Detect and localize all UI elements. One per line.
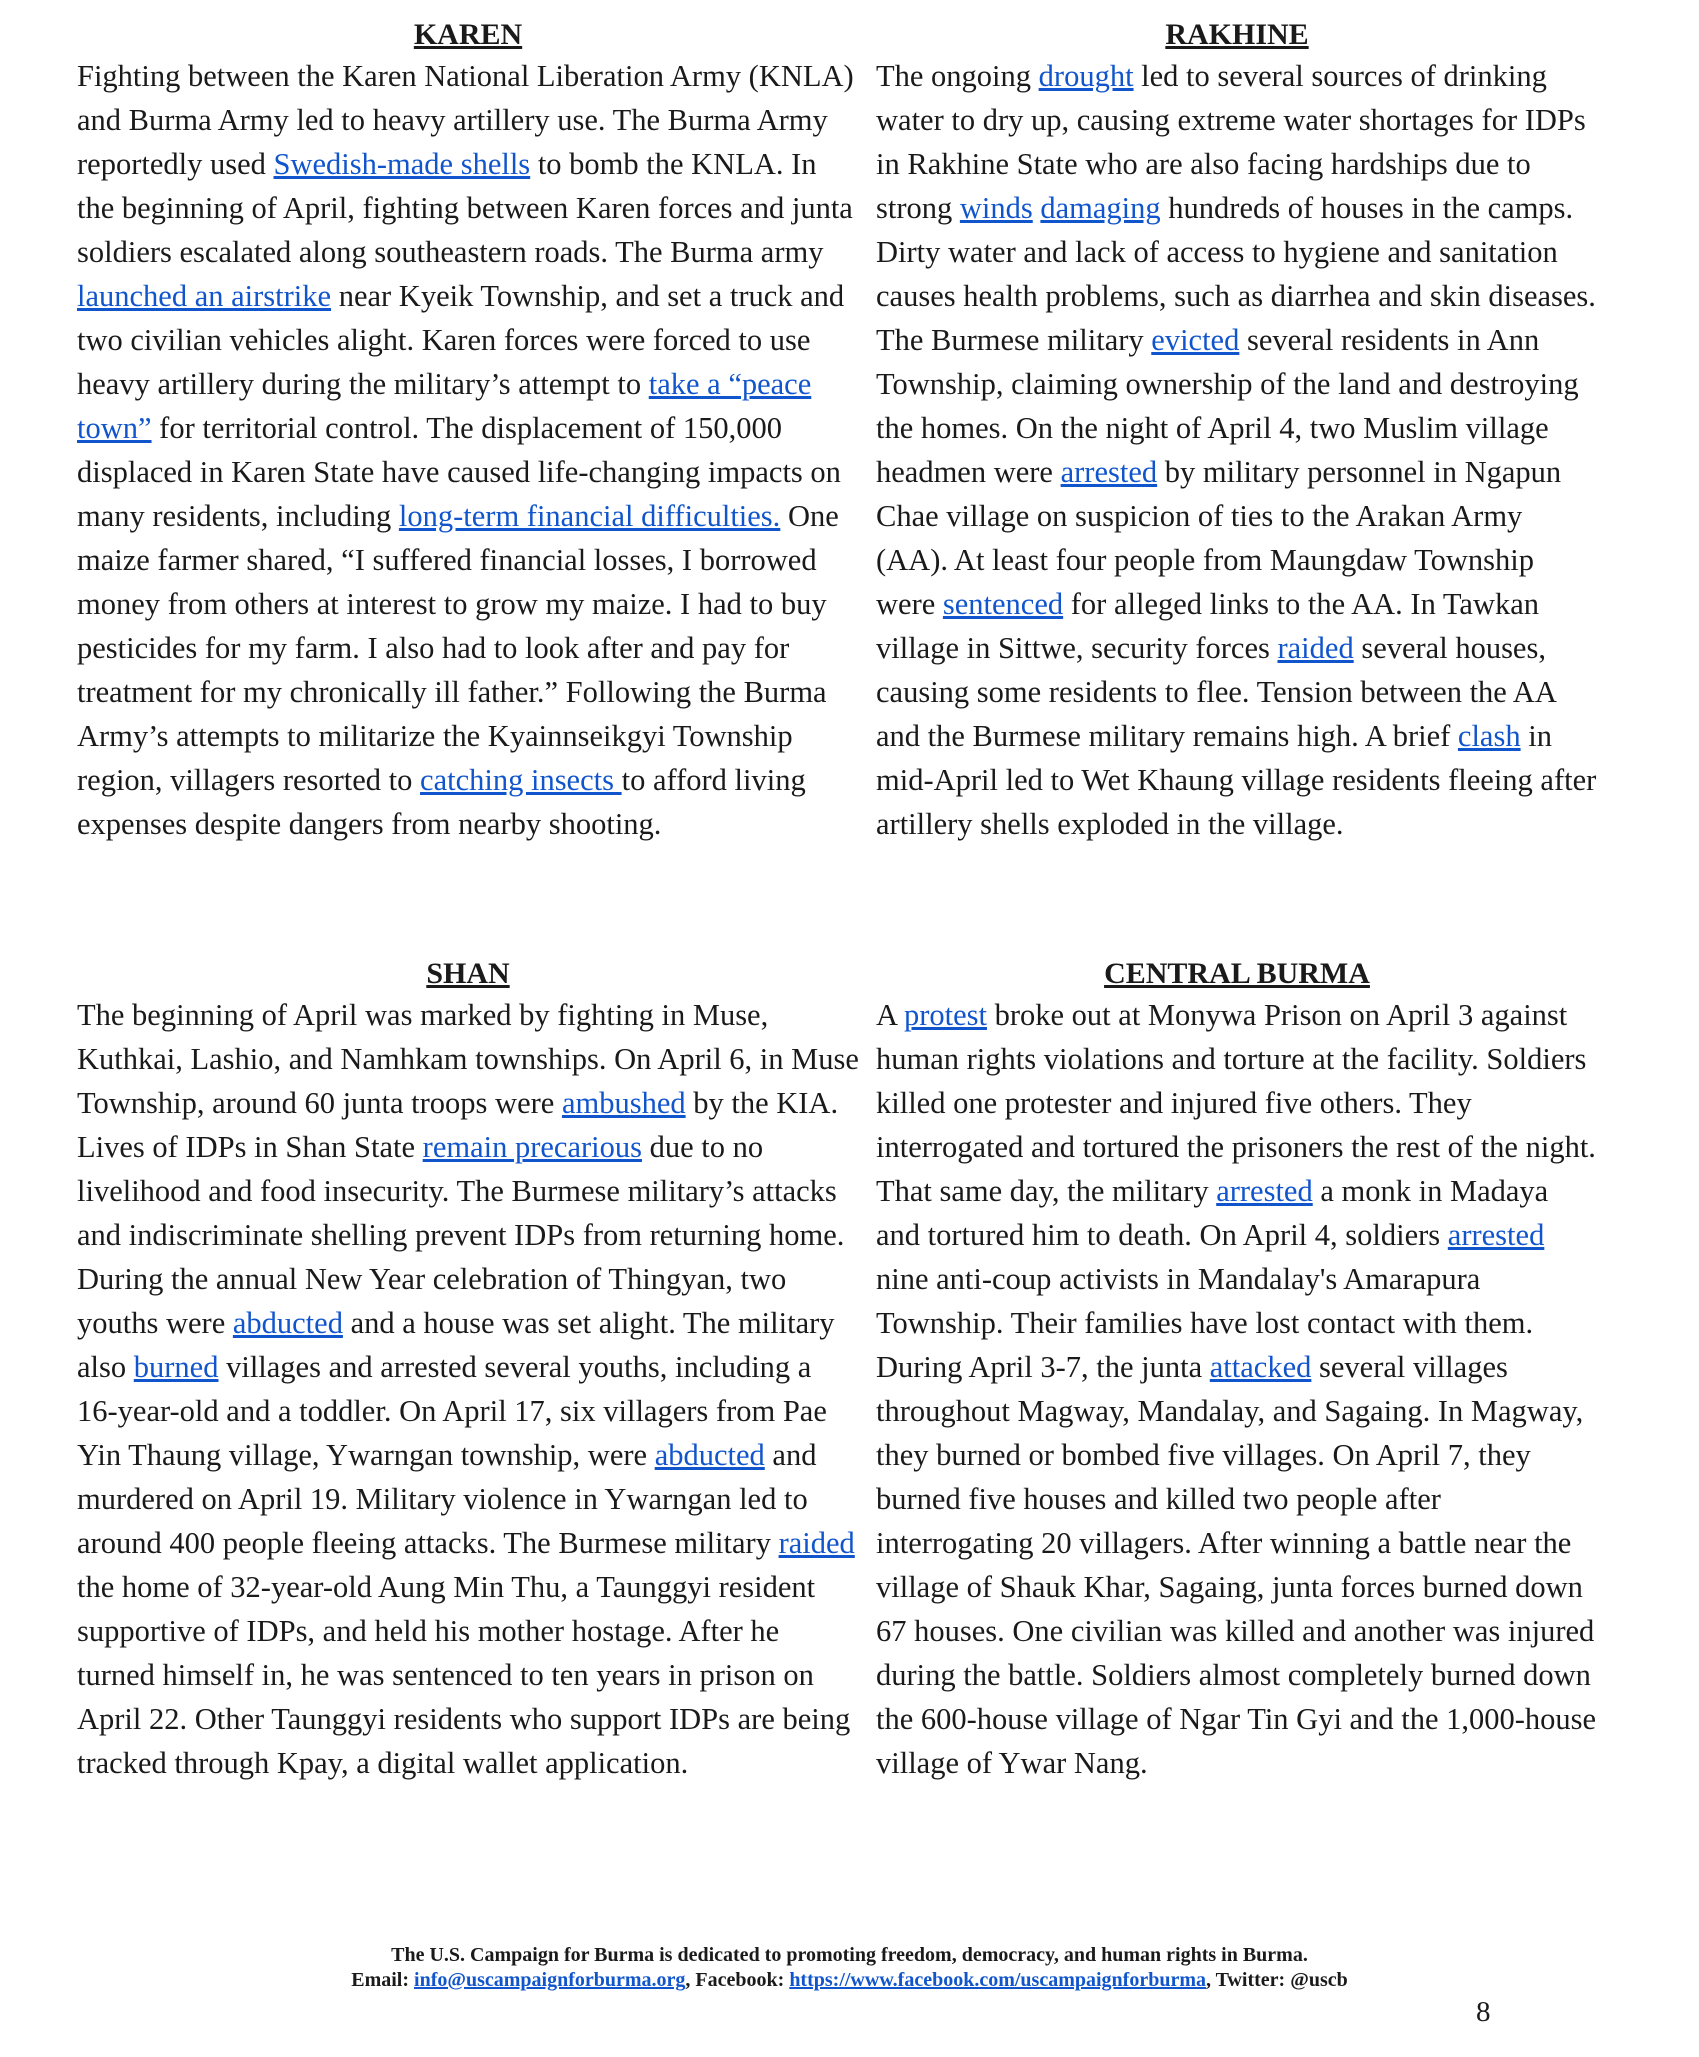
body-text-run: to bomb the KNLA. In the beginning of April, fighting between Karen forces and junta soldiers escalated along southeastern roads. The Burma army (77, 147, 853, 269)
body-text-run: led to several sources of drinking water to dry up, causing extreme water shortages for IDPs in Rakhine State who are also facing hardships due to strong (876, 59, 1586, 225)
inline-link[interactable]: evicted (1151, 323, 1240, 357)
inline-link[interactable]: raided (1277, 631, 1354, 665)
body-text-run: broke out at Monywa Prison on April 3 against human rights violations and torture at the facility. Soldiers killed one protester and injured five others. They interrogated and tortured the prisoners the rest of the night. That same day, the military (876, 998, 1596, 1208)
footer-facebook-link[interactable]: https://www.facebook.com/uscampaignforburma (789, 1969, 1206, 1991)
footer-email-label: Email: (351, 1969, 415, 1991)
karen-section (77, 18, 859, 846)
body-text-run: a monk in Madaya and tortured him to death. On April 4, soldiers (876, 1174, 1549, 1252)
footer-mission-statement: The U.S. Campaign for Burma is dedicated to promoting freedom, democracy, and human rights in Burma. (391, 1944, 1308, 1966)
footer-twitter-text: , Twitter: @uscb (1205, 1969, 1348, 1991)
inline-link[interactable]: raided (778, 1526, 855, 1560)
inline-link[interactable]: drought (1038, 59, 1134, 93)
footer (0, 1943, 1699, 1993)
body-text-run: to afford living expenses despite dangers from nearby shooting. (77, 763, 806, 841)
body-text-run: The beginning of April was marked by fighting in Muse, Kuthkai, Lashio, and Namhkam townships. On April 6, in Muse Township, around 60 junta troops were (77, 998, 859, 1120)
body-text-run: villages and arrested several youths, including a 16-year-old and a toddler. On April 17, six villagers from Pae Yin Thaung village, Ywarngan township, were (77, 1350, 827, 1472)
body-text-run: several residents in Ann Township, claiming ownership of the land and destroying the homes. On the night of April 4, two Muslim village headmen were (876, 323, 1579, 489)
body-text-run: due to no livelihood and food insecurity. The Burmese military’s attacks and indiscriminate shelling prevent IDPs from returning home. During the annual New Year celebration of Thingyan, two youths were (77, 1130, 845, 1340)
inline-link[interactable]: catching insects (420, 763, 622, 797)
inline-link[interactable]: arrested (1447, 1218, 1545, 1252)
body-text-run: nine anti-coup activists in Mandalay's Amarapura Township. Their families have lost contact with them. During April 3-7, the junta (876, 1262, 1534, 1384)
inline-link[interactable]: arrested (1060, 455, 1158, 489)
inline-link[interactable]: abducted (654, 1438, 765, 1472)
body-text-run: and murdered on April 19. Military violence in Ywarngan led to around 400 people fleeing attacks. The Burmese military (77, 1438, 817, 1560)
inline-link[interactable]: attacked (1209, 1350, 1312, 1384)
footer-facebook-label: , Facebook: (685, 1969, 790, 1991)
body-text-run: by the KIA. Lives of IDPs in Shan State (77, 1086, 839, 1164)
body-text-run: Fighting between the Karen National Liberation Army (KNLA) and Burma Army led to heavy artillery use. The Burma Army reportedly used (77, 59, 854, 181)
body-text-run: near Kyeik Township, and set a truck and two civilian vehicles alight. Karen forces were forced to use heavy artillery during the military’s attempt to (77, 279, 845, 401)
central-burma-section (876, 957, 1598, 1785)
body-text-run: the home of 32-year-old Aung Min Thu, a Taunggyi resident supportive of IDPs, and held his mother hostage. After he turned himself in, he was sentenced to ten years in prison on April 22. Other Taunggyi residents who support IDPs are being tracked through Kpay, a digital wallet application. (77, 1570, 851, 1780)
inline-link[interactable]: arrested (1216, 1174, 1313, 1208)
body-text-run: A (876, 998, 904, 1032)
inline-link[interactable]: abducted (232, 1306, 343, 1340)
page-number: 8 (1476, 1996, 1491, 2028)
rakhine-heading: RAKHINE (1165, 18, 1309, 51)
inline-link[interactable]: clash (1457, 719, 1521, 753)
footer-email-link[interactable]: info@uscampaignforburma.org (414, 1969, 686, 1991)
body-text-run: several houses, causing some residents to flee. Tension between the AA and the Burmese military remains high. A brief (876, 631, 1556, 753)
body-text-run: and a house was set alight. The military also (77, 1306, 835, 1384)
footer-contact-line (0, 1968, 1699, 1993)
shan-body (77, 993, 859, 1785)
shan-heading: SHAN (426, 957, 510, 990)
body-text-run: hundreds of houses in the camps. Dirty water and lack of access to hygiene and sanitation causes health problems, such as diarrhea and skin diseases. The Burmese military (876, 191, 1596, 357)
karen-heading: KAREN (413, 18, 523, 51)
body-text-run: several villages throughout Magway, Mandalay, and Sagaing. In Magway, they burned or bombed five villages. On April 7, they burned five houses and killed two people after interrogating 20 villagers. After winning a battle near the village of Shauk Khar, Sagaing, junta forces burned down 67 houses. One civilian was killed and another was injured during the battle. Soldiers almost completely burned down the 600-house village of Ngar Tin Gyi and the 1,000-house village of Ywar Nang. (876, 1350, 1597, 1780)
inline-link[interactable]: take a “peace town” (77, 367, 812, 445)
rakhine-section (876, 18, 1598, 846)
body-text-run: for territorial control. The displacement of 150,000 displaced in Karen State have caused life-changing impacts on many residents, including (77, 411, 841, 533)
body-text-run: The ongoing (876, 59, 1039, 93)
body-text-run: for alleged links to the AA. In Tawkan village in Sittwe, security forces (876, 587, 1540, 665)
inline-link[interactable]: winds (959, 191, 1033, 225)
inline-link[interactable]: Swedish-made shells (273, 147, 531, 181)
inline-link[interactable]: burned (133, 1350, 219, 1384)
inline-link[interactable]: damaging (1040, 191, 1161, 225)
inline-link[interactable]: remain precarious (422, 1130, 642, 1164)
rakhine-body (876, 54, 1598, 846)
inline-link[interactable]: long-term financial difficulties. (398, 499, 781, 533)
inline-link[interactable]: sentenced (942, 587, 1064, 621)
inline-link[interactable]: launched an airstrike (77, 279, 332, 313)
central-burma-heading: CENTRAL BURMA (1104, 957, 1370, 990)
central-burma-body (876, 993, 1598, 1785)
body-text-run: One maize farmer shared, “I suffered financial losses, I borrowed money from others at interest to grow my maize. I had to buy pesticides for my farm. I also had to look after and pay for treatment for my chronically ill father.” Following the Burma Army’s attempts to militarize the Kyainnseikgyi Township region, villagers resorted to (77, 499, 839, 797)
body-text-run: by military personnel in Ngapun Chae village on suspicion of ties to the Arakan Army (AA). At least four people from Maungdaw Township were (876, 455, 1562, 621)
inline-link[interactable]: protest (903, 998, 987, 1032)
body-text-run: in mid-April led to Wet Khaung village residents fleeing after artillery shells exploded in the village. (876, 719, 1597, 841)
karen-body (77, 54, 859, 846)
inline-link[interactable]: ambushed (561, 1086, 686, 1120)
shan-section (77, 957, 859, 1785)
